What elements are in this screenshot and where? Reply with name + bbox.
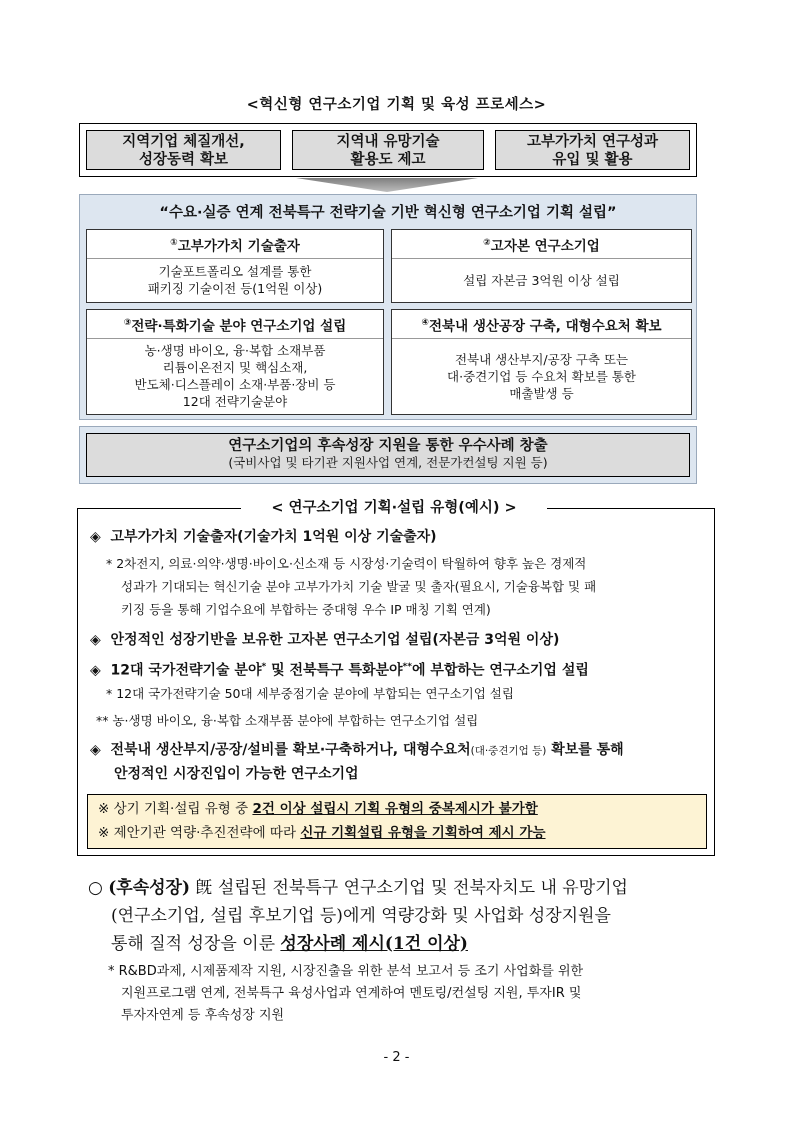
outcome-banner-sub: (국비사업 및 타기관 지원사업 연계, 전문가컨설팅 지원 등)	[228, 455, 548, 470]
strategy-cell-3-head	[87, 310, 383, 339]
cell-heading: 전략·특화기술 분야 연구소기업 설립	[131, 318, 347, 335]
outcome-banner-inner	[86, 433, 690, 477]
notice-line-1	[98, 799, 538, 819]
strategy-cell-2	[391, 229, 692, 303]
paragraph-footnote-1: * R&BD과제, 시제품제작 지원, 시장진출을 위한 분석 보고서 등 조기 사업화를 위한	[108, 964, 584, 979]
cell-text: 대·중견기업 등 수요처 확보를 통한	[447, 368, 636, 384]
type-item-1-note-3: 키징 등을 통해 기업수요에 부합하는 중대형 우수 IP 매칭 기획 연계)	[121, 602, 491, 617]
footnote-mark: **	[402, 662, 412, 672]
goal-box-3	[495, 130, 690, 170]
paragraph-line-1-text: 旣 설립된 전북특구 연구소기업 및 전북자치도 내 유망기업	[190, 878, 628, 898]
type-item-3-text-a: 12대 국가전략기술 분야	[110, 662, 262, 679]
notice-2-underlined: 신규 기획설립 유형을 기획하여 제시 가능	[300, 825, 546, 841]
goal-box-1	[86, 130, 281, 170]
type-item-4-text-b: 확보를 통해	[546, 742, 624, 758]
cell-text: 설립 자본금 3억원 이상 설립	[463, 272, 620, 288]
cell-heading: 고자본 연구소기업	[490, 238, 600, 255]
cell-text: 매출발생 등	[509, 385, 574, 401]
goals-frame	[79, 123, 697, 177]
strategy-cell-4-body	[392, 339, 691, 413]
diamond-bullet-icon: ◈	[90, 662, 101, 679]
paragraph-footnote-2: 지원프로그램 연계, 전북특구 육성사업과 연계하여 멘토링/컨설팅 지원, 투자IR 및	[121, 986, 582, 1001]
type-item-3-note-2: ** 농·생명 바이오, 융·복합 소재부품 분야에 부합하는 연구소기업 설립	[96, 713, 479, 728]
notice-1-underlined: 2건 이상 설립시 기획 유형의 중복제시가 불가함	[252, 801, 538, 817]
strategy-cell-1-head	[87, 230, 383, 259]
cell-text: 반도체·디스플레이 소재·부품·장비 등	[134, 377, 336, 392]
goal-box-1-line2: 성장동력 확보	[138, 152, 229, 168]
strategy-cell-2-head	[392, 230, 691, 259]
type-item-2	[90, 630, 559, 650]
diamond-bullet-icon: ◈	[90, 742, 101, 758]
type-item-2-text: 안정적인 성장기반을 보유한 고자본 연구소기업 설립(자본금 3억원 이상)	[110, 632, 560, 648]
paragraph-line-3-text: 통해 질적 성장을 이룬	[111, 934, 281, 954]
strategy-cell-3-body	[87, 339, 383, 413]
notice-1-text: ※ 상기 기획·설립 유형 중	[98, 801, 253, 817]
notice-2-text: ※ 제안기관 역량·추진전략에 따라	[98, 825, 301, 841]
cell-heading: 전북내 생산공장 구축, 대형수요처 확보	[429, 318, 662, 335]
strategy-cell-3	[86, 309, 384, 415]
goal-box-3-line1: 고부가가치 연구성과	[526, 134, 659, 150]
notice-line-2	[98, 823, 546, 843]
circle-bullet-icon: ○	[88, 878, 103, 898]
outcome-banner-main: 연구소기업의 후속성장 지원을 통한 우수사례 창출	[228, 438, 548, 454]
goal-box-3-line2: 유입 및 활용	[552, 152, 633, 168]
process-title: <혁신형 연구소기업 기획 및 육성 프로세스>	[246, 97, 547, 113]
cell-number: ②	[483, 238, 491, 248]
cell-text: 농·생명 바이오, 융·복합 소재부품	[144, 343, 326, 358]
paragraph-footnote-3: 투자자연계 등 후속성장 지원	[121, 1008, 285, 1023]
type-item-4-line2: 안정적인 시장진입이 가능한 연구소기업	[114, 766, 359, 782]
type-item-3	[90, 657, 589, 681]
strategy-cell-4	[391, 309, 692, 415]
paragraph-lead: (후속성장)	[108, 878, 191, 898]
diamond-bullet-icon: ◈	[90, 632, 101, 648]
types-label: < 연구소기업 기획·설립 유형(예시) >	[241, 498, 547, 518]
outcome-banner	[79, 426, 697, 484]
type-item-1-note-2: 성과가 기대되는 혁신기술 분야 고부가가치 기술 발굴 및 출자(필요시, 기술융복합 및 패	[121, 579, 597, 594]
cell-text: 리튬이온전지 및 핵심소재,	[162, 360, 308, 375]
goal-box-2-line1: 지역내 유망기술	[336, 134, 440, 150]
diamond-bullet-icon: ◈	[90, 529, 101, 545]
strategy-cell-4-head	[392, 310, 691, 339]
strategy-cell-1	[86, 229, 384, 303]
paragraph-line-3-underlined: 성장사례 제시(1건 이상)	[280, 934, 468, 954]
type-item-3-text-c: 에 부합하는 연구소기업 설립	[411, 662, 589, 679]
goal-box-2-line2: 활용도 제고	[350, 152, 426, 168]
strategy-cell-1-body	[87, 259, 383, 301]
cell-number: ③	[123, 318, 132, 328]
type-item-4-text-a: 전북내 생산부지/공장/설비를 확보·구축하거나, 대형수요처	[110, 742, 471, 758]
cell-number: ①	[170, 238, 178, 248]
strategy-section	[79, 194, 697, 420]
goal-box-1-line1: 지역기업 체질개선,	[122, 134, 245, 150]
paragraph-line-3	[111, 932, 468, 956]
cell-number: ④	[421, 318, 430, 328]
page-number: - 2 -	[383, 1050, 410, 1065]
type-item-1	[90, 527, 437, 547]
type-item-3-text-b: 및 전북특구 특화분야	[266, 662, 403, 679]
cell-heading: 고부가가치 기술출자	[177, 238, 300, 255]
footnote-mark: *	[261, 662, 267, 672]
strategy-title: “수요·실증 연계 전북특구 전략기술 기반 혁신형 연구소기업 기획 설립”	[159, 205, 617, 221]
cell-text: 패키징 기술이전 등(1억원 이상)	[147, 281, 323, 296]
cell-text: 12대 전략기술분야	[182, 394, 288, 409]
down-arrow-icon	[296, 178, 478, 192]
type-item-1-text: 고부가가치 기술출자(기술가치 1억원 이상 기술출자)	[110, 529, 437, 545]
cell-text: 기술포트폴리오 설계를 통한	[158, 264, 312, 279]
type-item-1-note-1: * 2차전지, 의료·의약·생명·바이오·신소재 등 시장성·기술력이 탁월하여 향후 높은 경제적	[106, 556, 587, 571]
type-item-4-small: (대·중견기업 등)	[470, 745, 547, 757]
type-item-4	[90, 740, 624, 761]
paragraph-line-2: (연구소기업, 설립 후보기업 등)에게 역량강화 및 사업화 성장지원을	[111, 906, 611, 926]
strategy-cell-2-body	[392, 259, 691, 301]
type-item-3-note-1: * 12대 국가전략기술 50대 세부중점기술 분야에 부합되는 연구소기업 설립	[106, 686, 514, 701]
cell-text: 전북내 생산부지/공장 구축 또는	[454, 351, 629, 367]
paragraph-line-1	[88, 876, 628, 900]
goal-box-2	[292, 130, 484, 170]
